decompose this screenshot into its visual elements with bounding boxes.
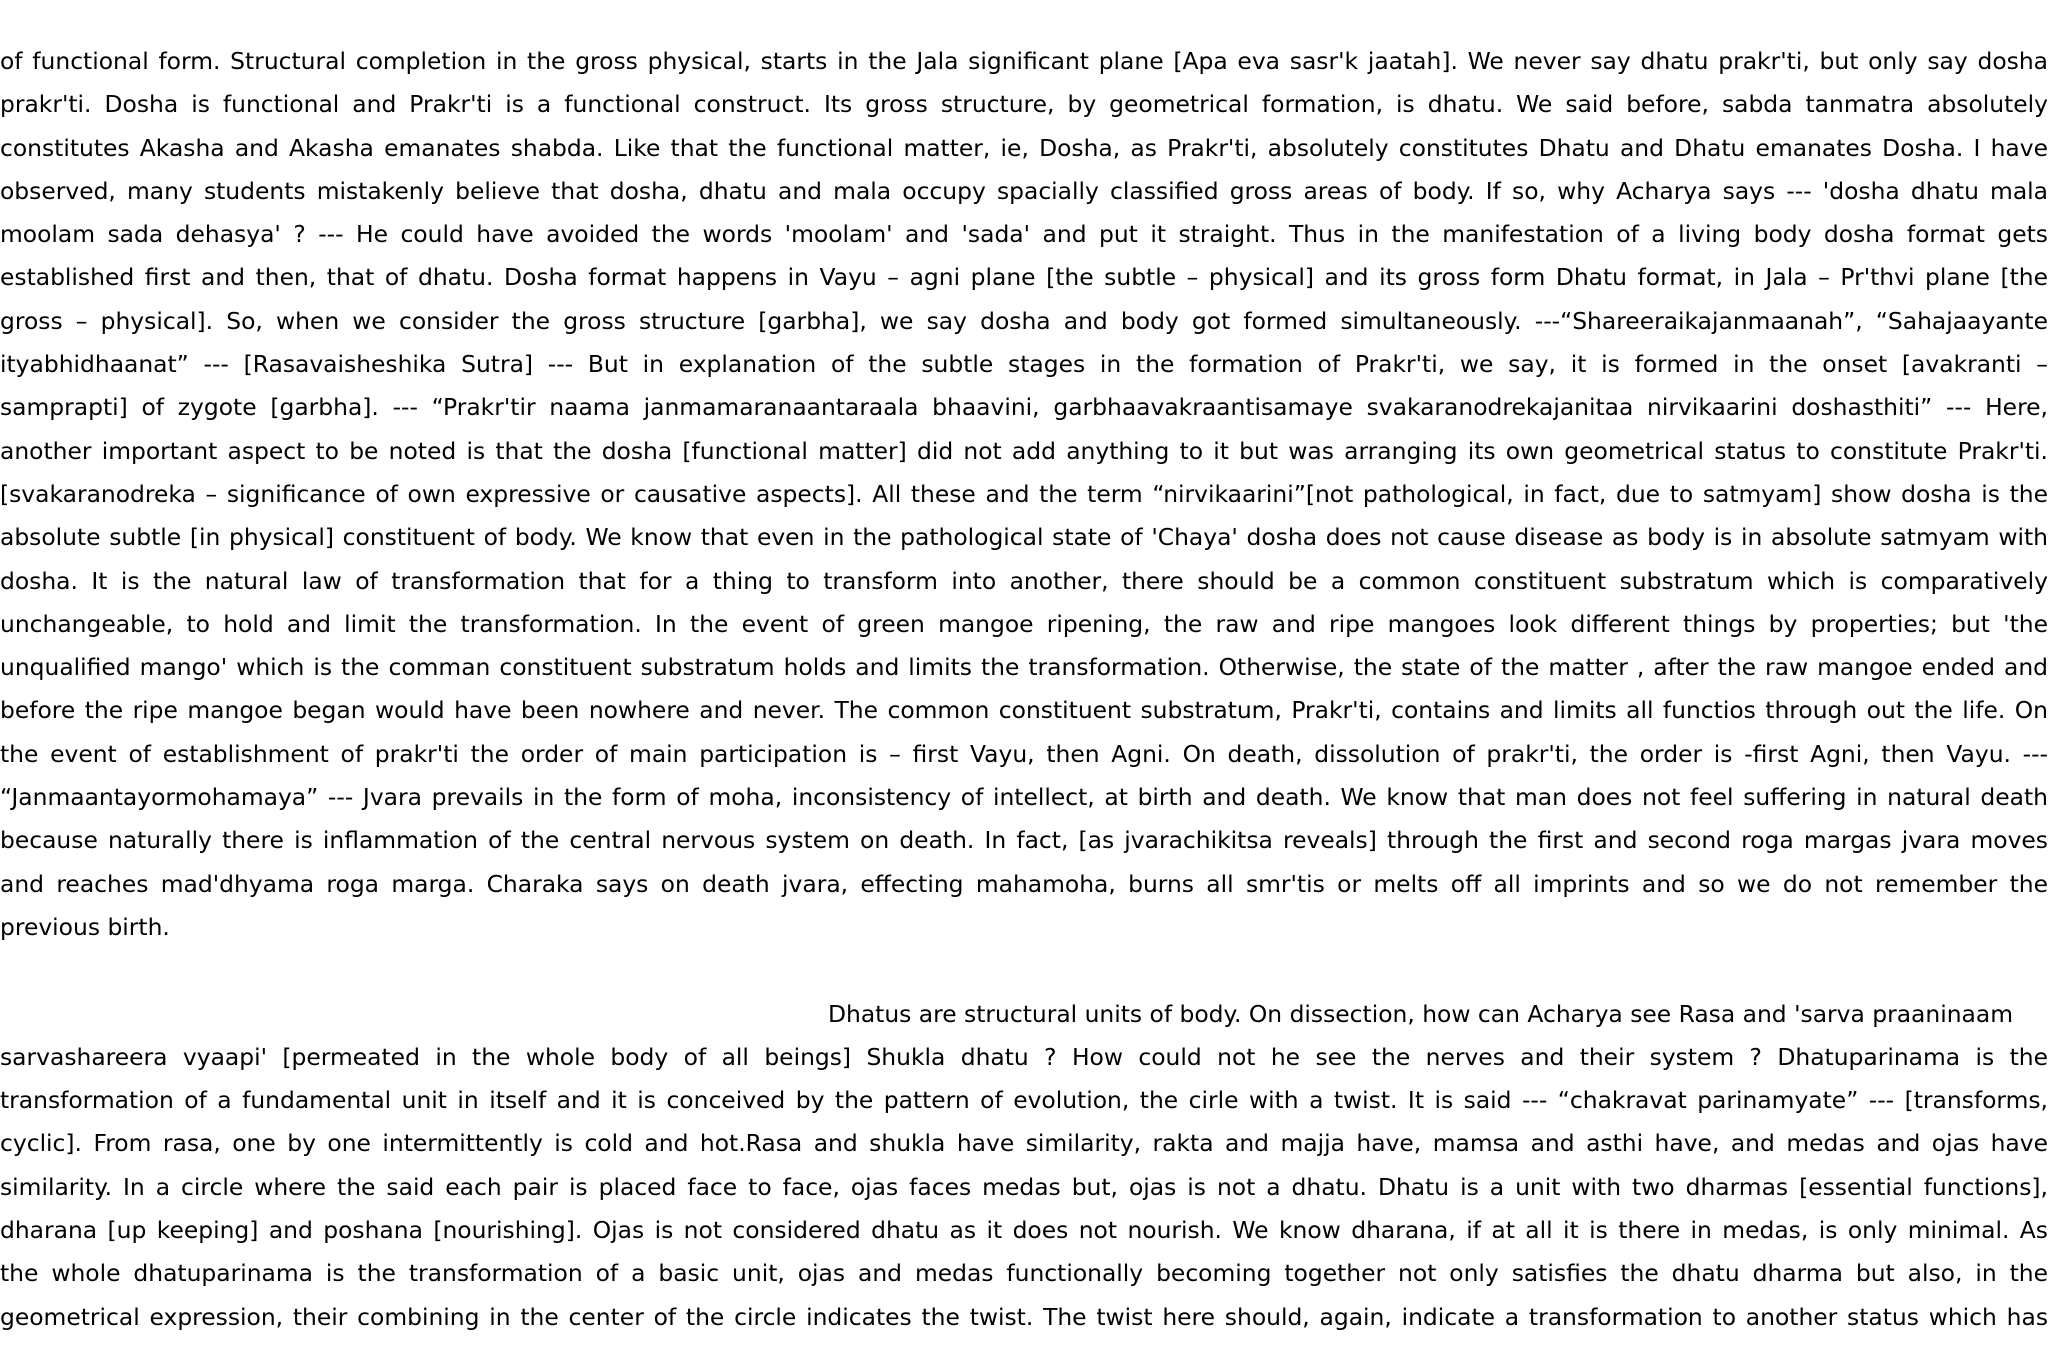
text-line: the whole dhatuparinama is the transformation of a basic unit, ojas and medas functionally becoming together not only satisfies the dhatu dharma but also, in the (0, 1259, 2048, 1288)
text-line: previous birth. (0, 912, 170, 941)
text-line: “Janmaantayormohamaya” --- Jvara prevails in the form of moha, inconsistency of intellect, at birth and death. We know that man does not feel suffering in natural death (0, 783, 2048, 812)
text-line: constitutes Akasha and Akasha emanates shabda. Like that the functional matter, ie, Dosha, as Prakr'ti, absolutely constitutes Dhatu and Dhatu emanates Dosha. I have (0, 133, 2048, 162)
text-line: similarity. In a circle where the said each pair is placed face to face, ojas faces medas but, ojas is not a dhatu. Dhatu is a unit with two dharmas [essential functions], (0, 1172, 2048, 1201)
text-line: [svakaranodreka – significance of own expressive or causative aspects]. All these and the term “nirvikaarini”[not pathological, in fact, due to satmyam] show dosha is the (0, 479, 2048, 508)
text-line: geometrical expression, their combining in the center of the circle indicates the twist. The twist here should, again, indicate a transformation to another status which has (0, 1302, 2048, 1331)
text-line: unqualified mango' which is the comman constituent substratum holds and limits the transformation. Otherwise, the state of the matter , after the raw mangoe ended and (0, 653, 2048, 682)
text-line: moolam sada dehasya' ? --- He could have avoided the words 'moolam' and 'sada' and put it straight. Thus in the manifestation of a living body dosha format gets (0, 220, 2048, 249)
text-line: and reaches mad'dhyama roga marga. Charaka says on death jvara, effecting mahamoha, burns all smr'tis or melts off all imprints and so we do not remember the (0, 869, 2048, 898)
text-line: the event of establishment of prakr'ti the order of main participation is – first Vayu, then Agni. On death, dissolution of prakr'ti, the order is -first Agni, then Vayu. --- (0, 739, 2048, 768)
text-line: prakr'ti. Dosha is functional and Prakr'ti is a functional construct. Its gross structure, by geometrical formation, is dhatu. We said before, sabda tanmatra absolutely (0, 90, 2048, 119)
text-line: dharana [up keeping] and poshana [nourishing]. Ojas is not considered dhatu as it does not nourish. We know dharana, if at all it is there in medas, is only minimal. As (0, 1216, 2048, 1245)
text-line: because naturally there is inflammation of the central nervous system on death. In fact, [as jvarachikitsa reveals] through the first and second roga margas jvara moves (0, 826, 2048, 855)
text-line: sarvashareera vyaapi' [permeated in the whole body of all beings] Shukla dhatu ? How could not he see the nerves and their system ? Dhatuparinama is the (0, 1042, 2048, 1071)
text-line: unchangeable, to hold and limit the transformation. In the event of green mangoe ripening, the raw and ripe mangoes look different things by properties; but 'the (0, 609, 2048, 638)
text-line: before the ripe mangoe began would have been nowhere and never. The common constituent substratum, Prakr'ti, contains and limits all functios through out the life. On (0, 696, 2048, 725)
text-line: established first and then, that of dhatu. Dosha format happens in Vayu – agni plane [the subtle – physical] and its gross form Dhatu format, in Jala – Pr'thvi plane [the (0, 263, 2048, 292)
paragraph-spacer (0, 949, 2048, 992)
text-line: gross – physical]. So, when we consider the gross structure [garbha], we say dosha and body got formed simultaneously. ---“Shareeraikajanmaanah”, “Sahajaayante (0, 306, 2048, 335)
text-line: dosha. It is the natural law of transformation that for a thing to transform into another, there should be a common constituent substratum which is comparatively (0, 566, 2048, 595)
text-line: cyclic]. From rasa, one by one intermittently is cold and hot.Rasa and shukla have similarity, rakta and majja have, mamsa and asthi have, and medas and ojas have (0, 1129, 2048, 1158)
text-line: another important aspect to be noted is that the dosha [functional matter] did not add anything to it but was arranging its own geometrical status to constitute Prakr'ti. (0, 436, 2048, 465)
paragraph-1 (0, 40, 2048, 949)
document-page (0, 40, 2048, 1339)
text-line: transformation of a fundamental unit in itself and it is conceived by the pattern of evolution, the cirle with a twist. It is said --- “chakravat parinamyate” --- [transforms, (0, 1086, 2048, 1115)
paragraph-2 (0, 993, 2048, 1339)
text-line: of functional form. Structural completion in the gross physical, starts in the Jala significant plane [Apa eva sasr'k jaatah]. We never say dhatu prakr'ti, but only say dosha (0, 47, 2048, 75)
text-line: observed, many students mistakenly believe that dosha, dhatu and mala occupy spacially classified gross areas of body. If so, why Acharya says --- 'dosha dhatu mala (0, 176, 2048, 205)
text-line: ityabhidhaanat” --- [Rasavaisheshika Sutra] --- But in explanation of the subtle stages in the formation of Prakr'ti, we say, it is formed in the onset [avakranti – (0, 350, 2048, 379)
text-line: samprapti] of zygote [garbha]. --- “Prakr'tir naama janmamaranaantaraala bhaavini, garbhaavakraantisamaye svakaranodrekajanitaa nirvikaarini doshasthiti” --- Here, (0, 393, 2048, 422)
text-line-indented: Dhatus are structural units of body. On dissection, how can Acharya see Rasa and 'sarva praaninaam (828, 999, 2013, 1028)
text-line: absolute subtle [in physical] constituent of body. We know that even in the pathological state of 'Chaya' dosha does not cause disease as body is in absolute satmyam with (0, 523, 2048, 552)
